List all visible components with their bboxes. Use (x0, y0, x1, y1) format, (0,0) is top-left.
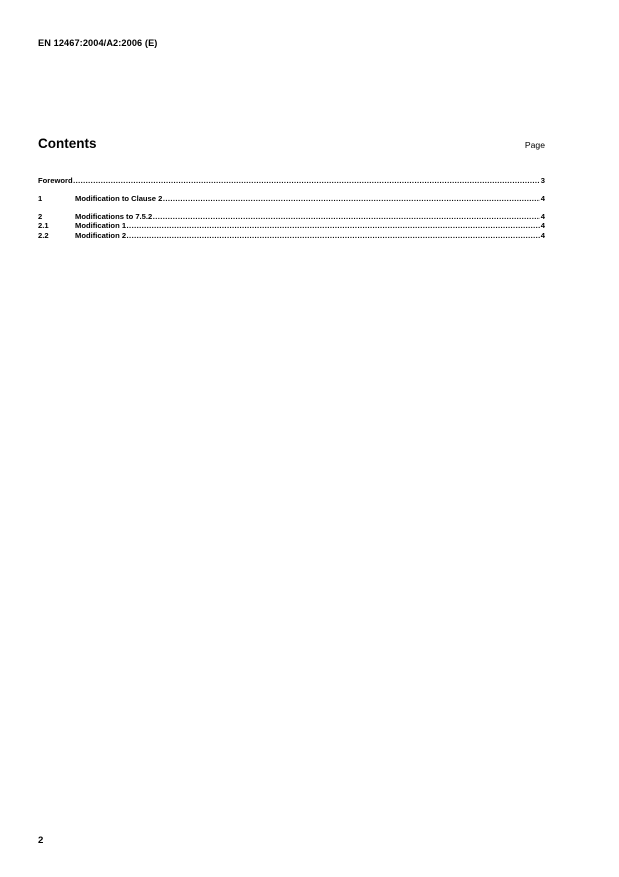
toc-entry-page: 4 (540, 193, 545, 203)
toc-entry-number: 2.2 (38, 230, 49, 240)
toc-entry-clause-2-2[interactable] (38, 231, 545, 240)
toc-entry-title: Modification 2 (75, 230, 127, 240)
table-of-contents (38, 176, 545, 240)
dot-leader (153, 212, 541, 221)
toc-entry-foreword[interactable] (38, 176, 545, 185)
toc-entry-number: 2.1 (38, 221, 49, 231)
toc-entry-title: Modification 1 (75, 221, 127, 231)
toc-entry-clause-2-1[interactable] (38, 221, 545, 230)
toc-entry-title: Foreword (38, 176, 73, 185)
toc-entry-clause-1[interactable] (38, 194, 545, 203)
document-identifier: EN 12467:2004/A2:2006 (E) (38, 38, 158, 48)
toc-entry-number: 1 (38, 193, 43, 203)
toc-entry-page: 4 (540, 211, 545, 221)
contents-heading: Contents (38, 136, 97, 151)
dot-leader (73, 176, 540, 185)
toc-entry-title: Modifications to 7.5.2 (75, 211, 153, 221)
toc-entry-page: 3 (540, 176, 545, 185)
toc-entry-page: 4 (540, 230, 545, 240)
page-number: 2 (38, 835, 44, 846)
toc-entry-number: 2 (38, 211, 43, 221)
dot-leader (163, 194, 540, 203)
dot-leader (127, 221, 541, 230)
page-column-label: Page (524, 140, 545, 150)
toc-entry-page: 4 (540, 221, 545, 231)
dot-leader (127, 231, 541, 240)
toc-entry-title: Modification to Clause 2 (75, 193, 163, 203)
toc-entry-clause-2[interactable] (38, 212, 545, 221)
